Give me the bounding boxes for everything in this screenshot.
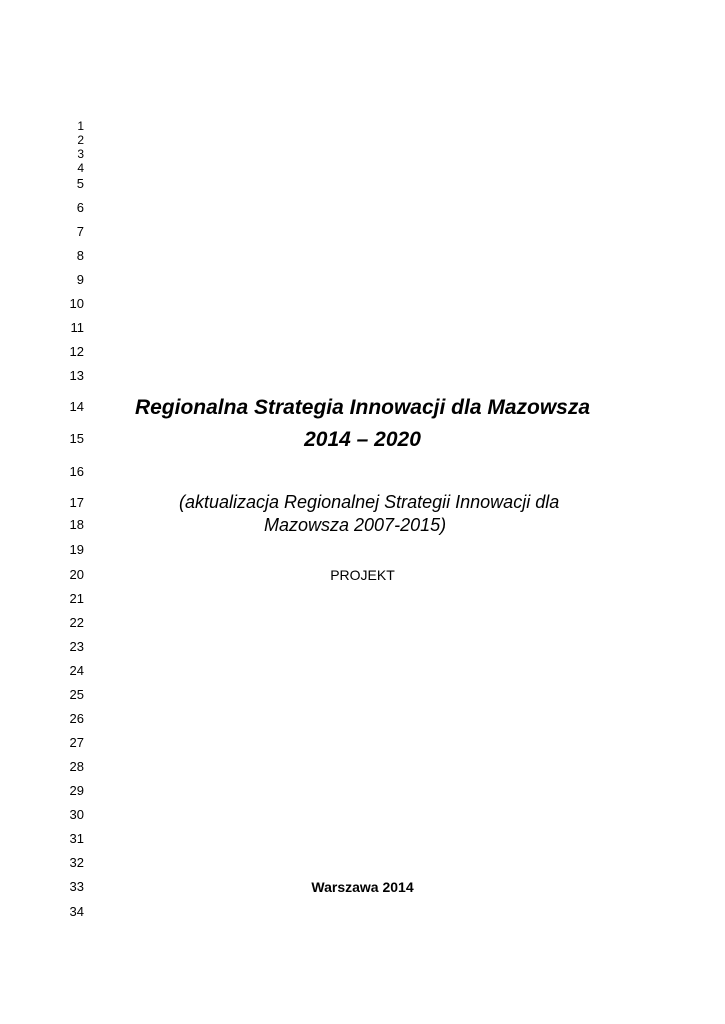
document-title-line-2: 2014 – 2020 <box>304 428 421 451</box>
line-number: 27 <box>69 735 84 750</box>
line-number: 28 <box>69 759 84 774</box>
line-number: 34 <box>69 904 84 919</box>
line-number: 12 <box>69 344 84 359</box>
line-number: 7 <box>76 224 84 239</box>
line-number: 1 <box>77 119 84 133</box>
line-number: 24 <box>69 663 84 678</box>
line-number: 23 <box>69 639 84 654</box>
line-number: 31 <box>69 831 84 846</box>
line-number: 3 <box>77 147 84 161</box>
line-number: 14 <box>69 399 84 414</box>
line-number: 17 <box>69 495 84 510</box>
line-number: 5 <box>76 176 84 191</box>
document-status: PROJEKT <box>330 567 395 583</box>
line-number: 9 <box>76 272 84 287</box>
line-number: 29 <box>69 783 84 798</box>
line-number: 19 <box>69 542 84 557</box>
line-number: 15 <box>69 431 84 446</box>
line-number: 8 <box>76 248 84 263</box>
line-number: 30 <box>69 807 84 822</box>
line-number: 16 <box>69 464 84 479</box>
line-number: 33 <box>69 879 84 894</box>
document-subtitle-line-1: (aktualizacja Regionalnej Strategii Innowacji dla <box>179 492 560 512</box>
line-number: 11 <box>70 320 84 335</box>
line-number: 26 <box>69 711 84 726</box>
document-title-line-1: Regionalna Strategia Innowacji dla Mazowsza <box>134 396 591 419</box>
line-number: 32 <box>69 855 84 870</box>
line-number: 6 <box>76 200 84 215</box>
place-and-date: Warszawa 2014 <box>311 879 414 895</box>
line-number: 4 <box>77 161 84 175</box>
line-number: 10 <box>69 296 84 311</box>
line-number: 18 <box>69 517 84 532</box>
line-number: 2 <box>77 133 84 147</box>
line-number: 20 <box>69 567 84 582</box>
line-number: 22 <box>69 615 84 630</box>
line-number: 13 <box>69 368 84 383</box>
document-subtitle-line-2: Mazowsza 2007-2015) <box>264 515 447 535</box>
line-number: 25 <box>69 687 84 702</box>
line-number: 21 <box>69 591 84 606</box>
